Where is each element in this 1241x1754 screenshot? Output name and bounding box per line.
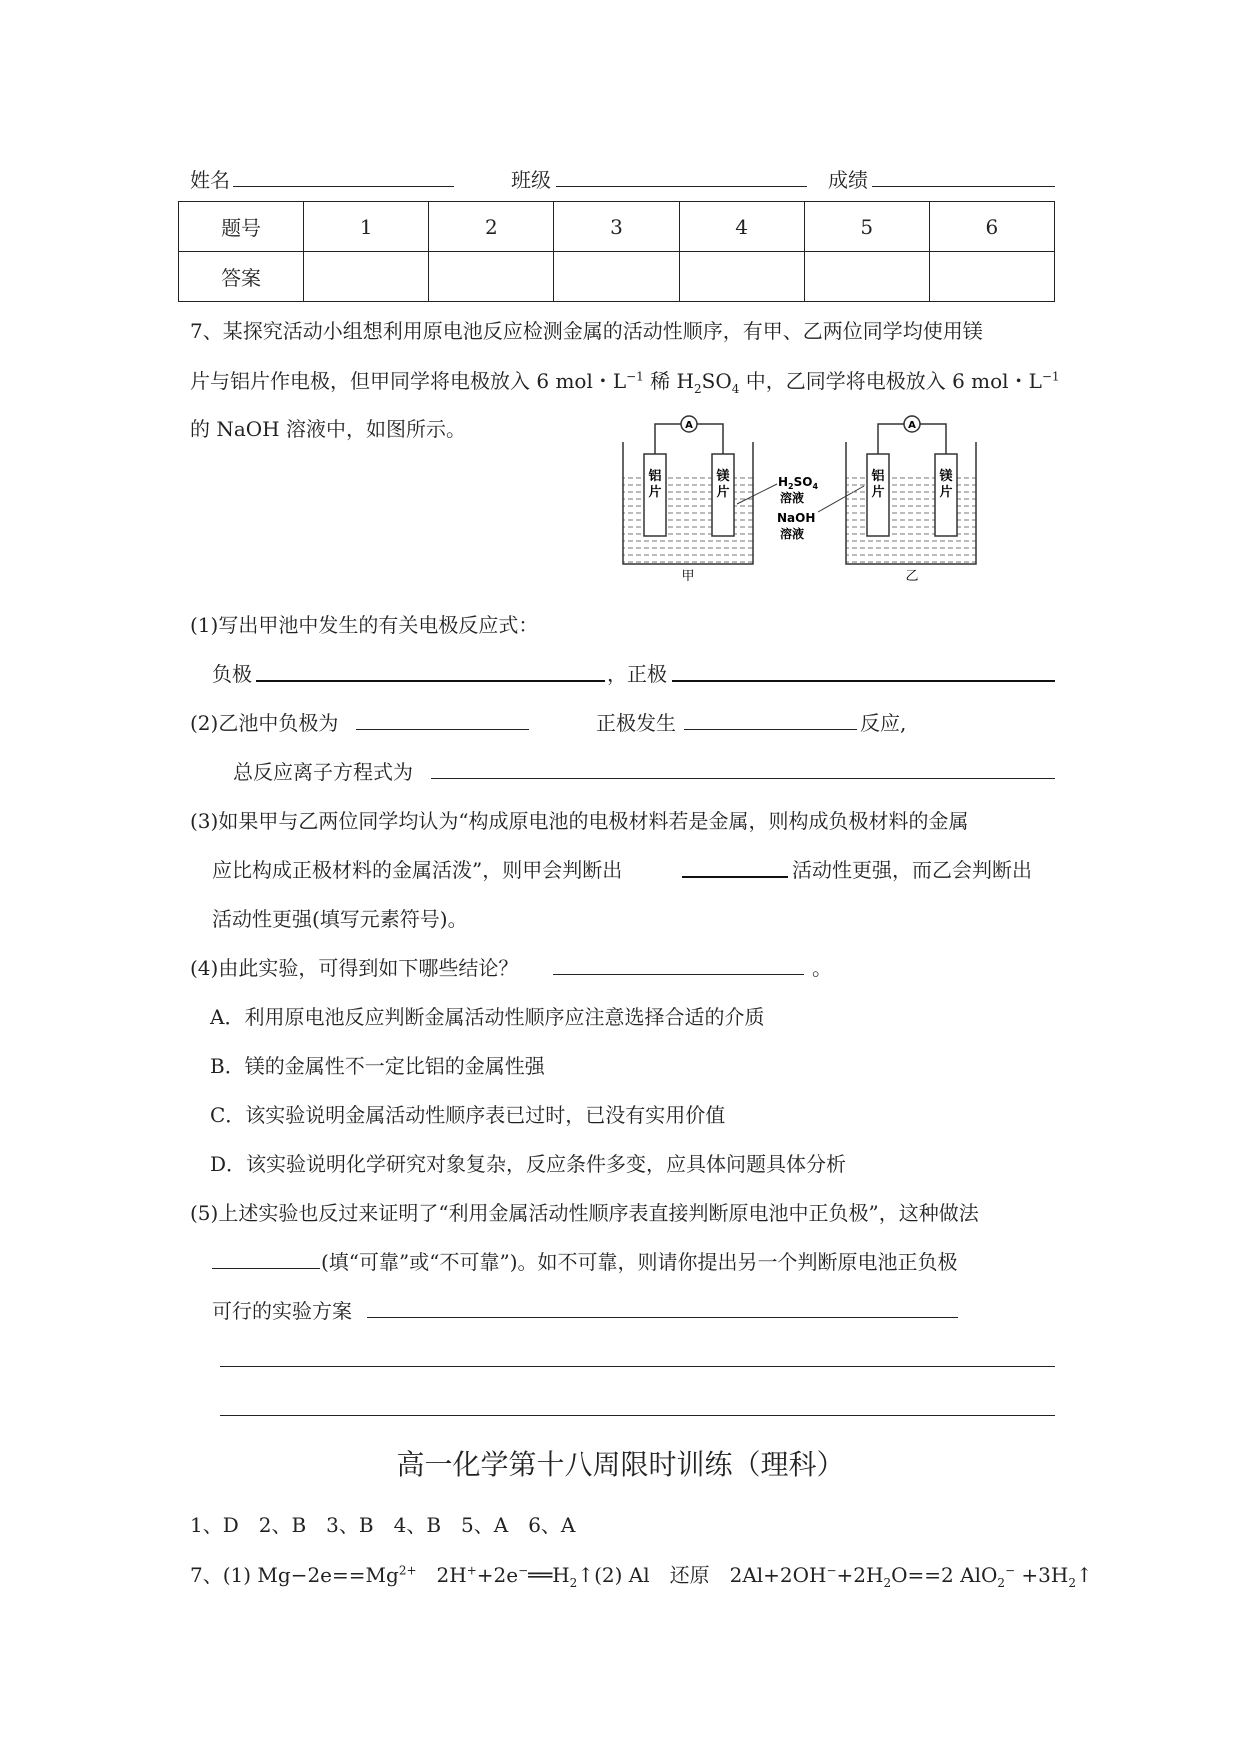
- part1-prompt: (1)写出甲池中发生的有关电极反应式：: [190, 613, 539, 637]
- answer-cell[interactable]: [804, 252, 929, 302]
- electrode-label: 片: [648, 485, 662, 500]
- q7-intro-line1: 7、某探究活动小组想利用原电池反应检测金属的活动性顺序，有甲、乙两位同学均使用镁: [190, 319, 983, 343]
- solution-label-h2so4-text: 溶液: [780, 491, 805, 505]
- answer-cell[interactable]: [679, 252, 804, 302]
- cell-yi: [846, 416, 976, 584]
- question-number: 2: [429, 202, 554, 252]
- answer-cell[interactable]: [429, 252, 554, 302]
- electrode-label: 片: [871, 485, 885, 500]
- q7-intro-line2: 片与铝片作电极，但甲同学将电极放入 6 mol・$L^{-1}$ 稀 $H_2SO_4$ 中，乙同学将电极放入 6 mol・$L^{-1}$: [190, 369, 1060, 396]
- part5-line3: 可行的实验方案: [212, 1299, 352, 1323]
- cell-label: 甲: [681, 569, 695, 584]
- q7-intro-line3: 的 NaOH 溶液中，如图所示。: [190, 417, 466, 441]
- class-label: 班级: [511, 168, 551, 192]
- part5-reliable-field[interactable]: [212, 1268, 320, 1269]
- question-number: 5: [804, 202, 929, 252]
- part3-line2b: 活动性更强，而乙会判断出: [792, 858, 1032, 882]
- part1-negative-label: 负极: [212, 662, 252, 686]
- answer-cell[interactable]: [304, 252, 429, 302]
- electrode-label: 铝: [871, 469, 885, 484]
- table-row: [179, 202, 1055, 252]
- cell-jia: [623, 416, 753, 584]
- part3-line2a: 应比构成正极材料的金属活泼”，则甲会判断出: [212, 858, 623, 882]
- option-d: D．该实验说明化学研究对象复杂，反应条件多变，应具体问题具体分析: [210, 1152, 847, 1176]
- question-number: 1: [304, 202, 429, 252]
- answer-cell[interactable]: [554, 252, 679, 302]
- part2-negative-field[interactable]: [356, 729, 529, 730]
- name-field[interactable]: [233, 186, 454, 187]
- electrode-label: 片: [939, 485, 953, 500]
- solution-label-naoh: NaOH: [777, 511, 816, 525]
- part2-total-field[interactable]: [431, 778, 1055, 779]
- part2-negative-label: (2)乙池中负极为: [190, 711, 339, 735]
- galvanic-cell-figure: [620, 412, 990, 584]
- part5-line1: (5)上述实验也反过来证明了“利用金属活动性顺序表直接判断原电池中正负极”，这种做法: [190, 1201, 979, 1225]
- part5-line2: (填“可靠”或“不可靠”)。如不可靠，则请你提出另一个判断原电池正负极: [321, 1250, 958, 1274]
- option-c: C．该实验说明金属活动性顺序表已过时，已没有实用价值: [210, 1103, 726, 1127]
- ammeter-label: A: [685, 420, 693, 431]
- ammeter-label: A: [908, 420, 916, 431]
- option-a: A．利用原电池反应判断金属活动性顺序应注意选择合适的介质: [210, 1005, 765, 1029]
- cell-label: 乙: [905, 569, 919, 584]
- table-row: [179, 252, 1055, 302]
- part2-total-label: 总反应离子方程式为: [233, 760, 413, 784]
- name-label: 姓名: [190, 168, 230, 192]
- part4-period: 。: [812, 956, 832, 980]
- part5-plan-field[interactable]: [367, 1317, 958, 1318]
- part1-positive-field[interactable]: [672, 680, 1055, 682]
- electrode-label: 镁: [716, 469, 730, 484]
- part2-positive-field[interactable]: [684, 729, 857, 730]
- question-number: 4: [679, 202, 804, 252]
- part4-field[interactable]: [553, 974, 804, 975]
- part5-plan-field-3[interactable]: [220, 1415, 1055, 1416]
- part2-reaction-label: 反应,: [860, 711, 907, 735]
- part1-positive-label: ，正极: [607, 662, 667, 686]
- part3-jia-field[interactable]: [682, 876, 788, 878]
- q7-answers: 7、(1) $Mg-2e==Mg^{2+}$ $2H^++2e^-══H_2↑(2)$ Al 还原 $2Al+2OH^-+2H_2O==2$ $AlO_2^- +3H_2↑$: [190, 1563, 1093, 1590]
- class-field[interactable]: [556, 186, 807, 187]
- question-number: 3: [554, 202, 679, 252]
- answer-key-title: 高一化学第十八周限时训练（理科）: [396, 1448, 845, 1481]
- mc-answers: 1、D 2、B 3、B 4、B 5、A 6、A: [190, 1513, 576, 1537]
- row-label-answer: 答案: [179, 252, 304, 302]
- answer-table: [178, 201, 1055, 302]
- electrode-label: 镁: [939, 469, 953, 484]
- question-number: 6: [929, 202, 1054, 252]
- part3-line3: 活动性更强(填写元素符号)。: [212, 907, 468, 931]
- part2-positive-label: 正极发生: [596, 711, 676, 735]
- score-label: 成绩: [828, 168, 868, 192]
- row-label-number: 题号: [179, 202, 304, 252]
- solution-label-naoh-text: 溶液: [780, 527, 805, 541]
- solution-label-h2so4: $H_2SO_4$: [778, 475, 819, 491]
- part3-line1: (3)如果甲与乙两位同学均认为“构成原电池的电极材料若是金属，则构成负极材料的金属: [190, 809, 969, 833]
- part4-prompt: (4)由此实验，可得到如下哪些结论？: [190, 956, 519, 980]
- electrode-label: 铝: [648, 469, 662, 484]
- score-field[interactable]: [872, 186, 1055, 187]
- part5-plan-field-2[interactable]: [220, 1366, 1055, 1367]
- electrode-label: 片: [716, 485, 730, 500]
- answer-cell[interactable]: [929, 252, 1054, 302]
- option-b: B．镁的金属性不一定比铝的金属性强: [210, 1054, 545, 1078]
- part1-negative-field[interactable]: [256, 680, 605, 682]
